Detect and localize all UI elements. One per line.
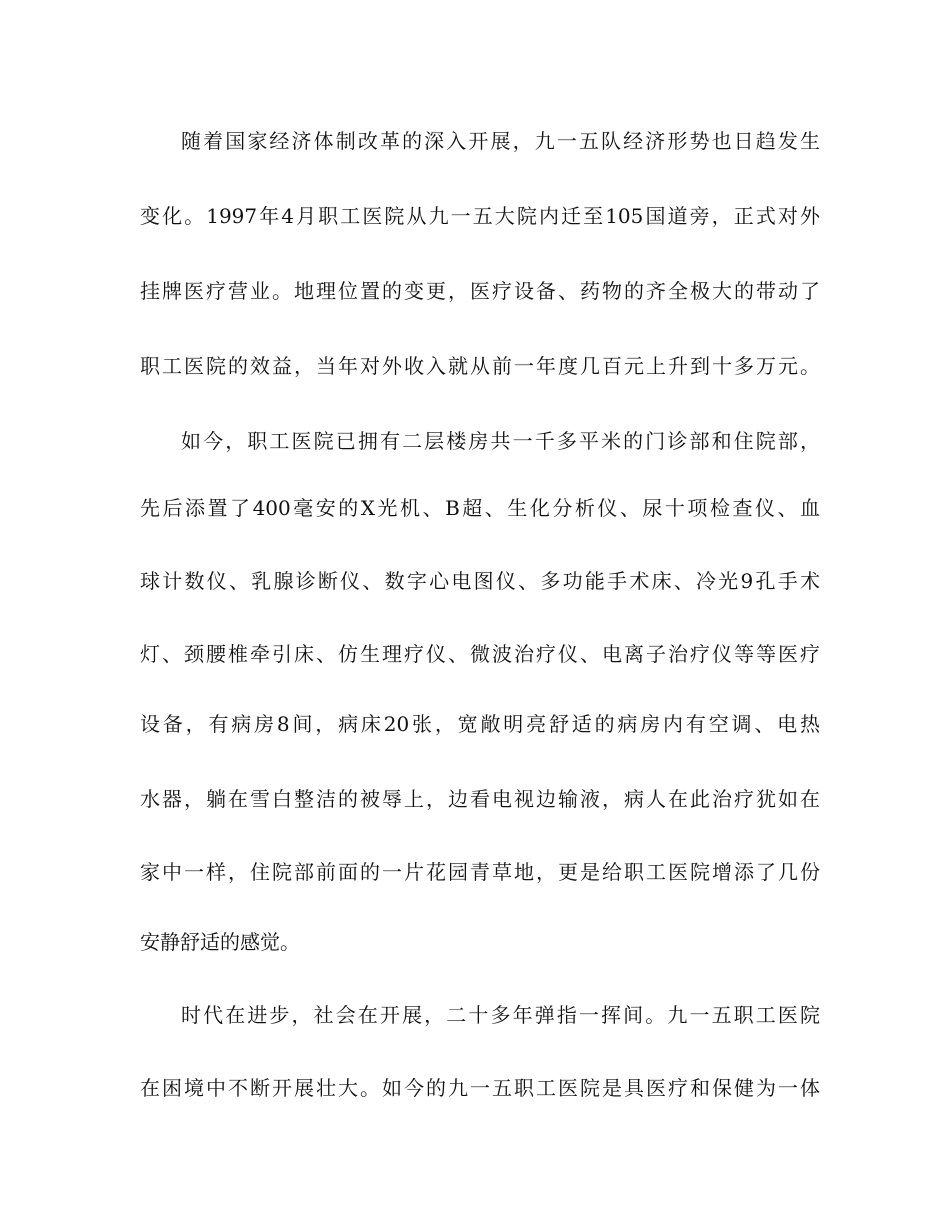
paragraph-3-line-1: 时代在进步，社会在开展，二十多年弹指一挥间。九一五职工医院 — [181, 1003, 820, 1027]
paragraph-1-line-4: 职工医院的效益，当年对外收入就从前一年度几百元上升到十多万元。 — [140, 354, 820, 378]
paragraph-2-line-6: 水器，躺在雪白整洁的被辱上，边看电视边输液，病人在此治疗犹如在 — [140, 787, 820, 811]
paragraph-2-line-7: 家中一样，住院部前面的一片花园青草地，更是给职工医院增添了几份 — [140, 860, 820, 884]
paragraph-1-line-2: 变化。1997年4月职工医院从九一五大院内迁至105国道旁，正式对外 — [140, 204, 820, 228]
paragraph-2-line-1: 如今，职工医院已拥有二层楼房共一千多平米的门诊部和住院部， — [181, 429, 820, 453]
paragraph-2-line-8: 安静舒适的感觉。 — [140, 930, 300, 954]
paragraph-1-line-3: 挂牌医疗营业。地理位置的变更，医疗设备、药物的齐全极大的带动了 — [140, 279, 820, 303]
paragraph-2-line-3: 球计数仪、乳腺诊断仪、数字心电图仪、多功能手术床、冷光9孔手术 — [140, 569, 820, 593]
paragraph-3-line-2: 在困境中不断开展壮大。如今的九一五职工医院是具医疗和保健为一体 — [140, 1076, 820, 1100]
paragraph-2-line-5: 设备，有病房8间，病床20张，宽敞明亮舒适的病房内有空调、电热 — [140, 712, 820, 736]
paragraph-2-line-2: 先后添置了400毫安的X光机、B超、生化分析仪、尿十项检查仪、血 — [140, 496, 820, 520]
paragraph-2-line-4: 灯、颈腰椎牵引床、仿生理疗仪、微波治疗仪、电离子治疗仪等等医疗 — [140, 642, 820, 666]
paragraph-1-line-1: 随着国家经济体制改革的深入开展，九一五队经济形势也日趋发生 — [181, 129, 820, 153]
